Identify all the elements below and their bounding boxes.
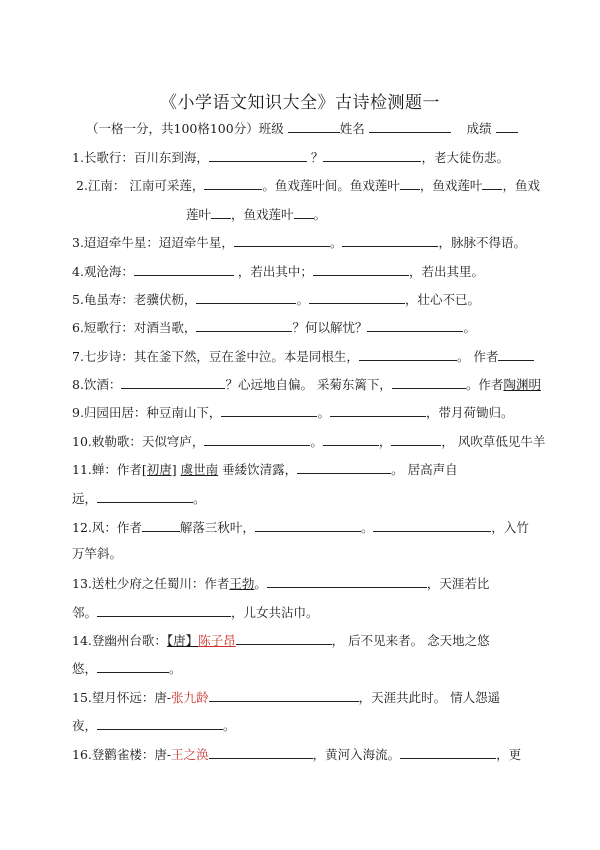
q13-text: 13.送杜少府之任蜀川：作者 bbox=[72, 576, 230, 591]
q5-end: ，壮心不已。 bbox=[404, 292, 480, 307]
q7-end: 。 作者 bbox=[456, 349, 499, 364]
question-4 bbox=[72, 262, 484, 280]
q15-end: ，天涯共此时。 情人怨遥 bbox=[358, 690, 501, 705]
q2-line2-a: 莲叶 bbox=[186, 207, 212, 222]
q5-blank-1[interactable] bbox=[196, 290, 296, 304]
q13-author: 王勃 bbox=[229, 576, 255, 591]
q12-author-blank[interactable] bbox=[142, 518, 180, 532]
q13-blank-2[interactable] bbox=[97, 603, 231, 617]
q9-blank-1[interactable] bbox=[221, 403, 317, 417]
q16-author: 王之涣 bbox=[171, 747, 209, 762]
q13-line2-prefix: 邻。 bbox=[72, 605, 98, 620]
q7-author-blank[interactable] bbox=[498, 347, 534, 361]
q9-blank-2[interactable] bbox=[330, 403, 426, 417]
question-2 bbox=[76, 176, 540, 194]
q3-blank-2[interactable] bbox=[342, 233, 438, 247]
q4-blank-1[interactable] bbox=[134, 262, 234, 276]
q14-line2-end: 。 bbox=[169, 661, 182, 676]
q2-line2-end: 。 bbox=[313, 207, 327, 222]
q3-end: ，脉脉不得语。 bbox=[438, 235, 526, 250]
name-field[interactable] bbox=[369, 119, 451, 133]
q8-blank-1[interactable] bbox=[121, 375, 225, 389]
q16-mid: ，黄河入海流。 bbox=[312, 747, 401, 762]
q14-author: 陈子昂 bbox=[198, 633, 236, 648]
q8-text: 8.饮酒： bbox=[72, 377, 122, 392]
q15-blank-2[interactable] bbox=[97, 716, 223, 730]
q1-end: ，老大徒伤悲。 bbox=[421, 150, 509, 165]
q2-line2-b: ，鱼戏莲叶 bbox=[231, 207, 294, 222]
q15-author: 张九龄 bbox=[171, 690, 209, 705]
question-3 bbox=[72, 233, 526, 251]
q1-text: 1.长歌行：百川东到海， bbox=[72, 150, 209, 165]
q5-blank-2[interactable] bbox=[309, 290, 405, 304]
q12-line2: 万竿斜。 bbox=[72, 546, 123, 561]
question-15 bbox=[72, 688, 500, 706]
q10-end: ， 风吹草低见牛羊 bbox=[441, 434, 546, 449]
q6-mid: ？何以解忧？ bbox=[292, 320, 368, 335]
q10-mid: 。 bbox=[310, 434, 323, 449]
q3-blank-1[interactable] bbox=[234, 233, 330, 247]
q11-text: 11.蝉：作者 bbox=[72, 462, 142, 477]
q15-blank-1[interactable] bbox=[209, 688, 359, 702]
page-title: 《小学语文知识大全》古诗检测题一 bbox=[160, 93, 440, 113]
q2-blank-4[interactable] bbox=[211, 205, 231, 219]
q2-part-a: 。鱼戏莲叶间。鱼戏莲叶 bbox=[262, 178, 400, 193]
q16-blank-1[interactable] bbox=[209, 745, 313, 759]
q2-blank-1[interactable] bbox=[204, 176, 262, 190]
q1-blank-2[interactable] bbox=[323, 148, 421, 162]
q6-blank-2[interactable] bbox=[367, 318, 463, 332]
q2-part-b: ，鱼戏莲叶 bbox=[419, 178, 483, 193]
q11-blank-2[interactable] bbox=[97, 489, 193, 503]
q4-blank-2[interactable] bbox=[313, 262, 409, 276]
q16-blank-2[interactable] bbox=[400, 745, 496, 759]
q7-blank-1[interactable] bbox=[359, 347, 457, 361]
question-14-line-2 bbox=[72, 659, 182, 677]
q2-part-c: ，鱼戏 bbox=[502, 178, 540, 193]
q11-dynasty: [初唐] bbox=[141, 462, 177, 477]
q14-end: ， 后不见来者。 念天地之悠 bbox=[331, 633, 490, 648]
q2-blank-2[interactable] bbox=[400, 176, 420, 190]
q10-text: 10.敕勒歌：天似穹庐， bbox=[72, 434, 205, 449]
q12-mid: 解落三秋叶， bbox=[179, 520, 255, 535]
q8-blank-2[interactable] bbox=[392, 375, 466, 389]
q3-text: 3.迢迢牵牛星：迢迢牵牛星， bbox=[72, 235, 234, 250]
question-12 bbox=[72, 518, 529, 536]
q13-line2-end: ，儿女共沾巾。 bbox=[231, 605, 319, 620]
q9-end: ，带月荷锄归。 bbox=[425, 405, 514, 420]
q9-text: 9.归园田居：种豆南山下， bbox=[72, 405, 222, 420]
question-7 bbox=[72, 347, 534, 365]
q12-blank-2[interactable] bbox=[373, 518, 491, 532]
q14-blank-1[interactable] bbox=[236, 631, 332, 645]
q14-blank-2[interactable] bbox=[97, 659, 169, 673]
q11-after: 。 居高声自 bbox=[391, 462, 458, 477]
q12-end: ，入竹 bbox=[491, 520, 529, 535]
q2-text: 2.江南： 江南可采莲， bbox=[76, 178, 205, 193]
q3-mid: 。 bbox=[329, 235, 343, 250]
q2-blank-3[interactable] bbox=[482, 176, 502, 190]
q13-end: ，天涯若比 bbox=[426, 576, 490, 591]
q11-blank-1[interactable] bbox=[297, 460, 391, 474]
question-9 bbox=[72, 403, 513, 421]
q13-dot: 。 bbox=[254, 576, 267, 591]
q5-mid: 。 bbox=[296, 292, 309, 307]
class-label: 班级 bbox=[258, 121, 284, 136]
q12-sep: 。 bbox=[360, 520, 374, 535]
question-5 bbox=[72, 290, 480, 308]
question-14 bbox=[72, 631, 490, 649]
q6-text: 6.短歌行：对酒当歌， bbox=[72, 320, 197, 335]
q16-text: 16.登鹳雀楼：唐- bbox=[72, 747, 172, 762]
q16-end: ，更 bbox=[496, 747, 522, 762]
score-label: 成绩 bbox=[466, 121, 492, 136]
question-11-line-2 bbox=[72, 489, 206, 507]
q8-author: 陶渊明 bbox=[503, 377, 541, 392]
q10-blank-1[interactable] bbox=[204, 432, 310, 446]
q1-mid: ？ bbox=[310, 150, 324, 165]
question-1 bbox=[72, 148, 509, 166]
question-13 bbox=[72, 574, 489, 592]
q11-line2-prefix: 远， bbox=[72, 491, 98, 506]
q10-blank-2[interactable] bbox=[323, 432, 379, 446]
q14-dynasty: 【唐】 bbox=[166, 633, 199, 648]
q6-blank-1[interactable] bbox=[196, 318, 292, 332]
name-label: 姓名 bbox=[339, 121, 365, 136]
q12-blank-1[interactable] bbox=[255, 518, 361, 532]
q13-blank-1[interactable] bbox=[267, 574, 427, 588]
q10-blank-3[interactable] bbox=[391, 432, 441, 446]
question-2-line-2 bbox=[186, 205, 326, 223]
q15-line2-end: 。 bbox=[223, 718, 236, 733]
q1-blank-1[interactable] bbox=[209, 148, 307, 162]
question-16 bbox=[72, 745, 521, 763]
q12-text: 12.风：作者 bbox=[72, 520, 142, 535]
question-8 bbox=[72, 375, 541, 393]
q4-mid: ，若出其中； bbox=[237, 264, 313, 279]
question-6 bbox=[72, 318, 476, 336]
class-field[interactable] bbox=[288, 119, 340, 133]
question-13-line-2 bbox=[72, 603, 319, 621]
q5-text: 5.龟虽寿：老骥伏枥， bbox=[72, 292, 197, 307]
q4-text: 4.观沧海： bbox=[72, 264, 134, 279]
q11-line: 垂緌饮清露， bbox=[222, 462, 298, 477]
score-note: （一格一分，共100格100分） bbox=[86, 121, 259, 136]
question-10 bbox=[72, 432, 545, 450]
q14-text: 14.登幽州台歌： bbox=[72, 633, 167, 648]
q10-sep: ， bbox=[378, 434, 392, 449]
score-field[interactable] bbox=[496, 119, 518, 133]
q8-mid: ？心远地自偏。 采菊东篱下， bbox=[225, 377, 392, 392]
q15-text: 15.望月怀远：唐- bbox=[72, 690, 172, 705]
q6-end: 。 bbox=[463, 320, 476, 335]
q2-blank-5[interactable] bbox=[294, 205, 314, 219]
q14-line2-prefix: 悠， bbox=[72, 661, 98, 676]
q4-end: ，若出其里。 bbox=[408, 264, 484, 279]
question-15-line-2 bbox=[72, 716, 236, 734]
question-12-line-2 bbox=[72, 546, 122, 562]
q11-author: 虞世南 bbox=[180, 462, 219, 477]
question-11 bbox=[72, 460, 458, 478]
q11-line2-end: 。 bbox=[193, 491, 206, 506]
q8-author-label: 。作者 bbox=[465, 377, 504, 392]
q9-mid: 。 bbox=[317, 405, 330, 420]
header-line bbox=[86, 119, 518, 137]
q15-line2-prefix: 夜， bbox=[72, 718, 98, 733]
q7-text: 7.七步诗：其在釜下然，豆在釜中泣。本是同根生， bbox=[72, 349, 359, 364]
